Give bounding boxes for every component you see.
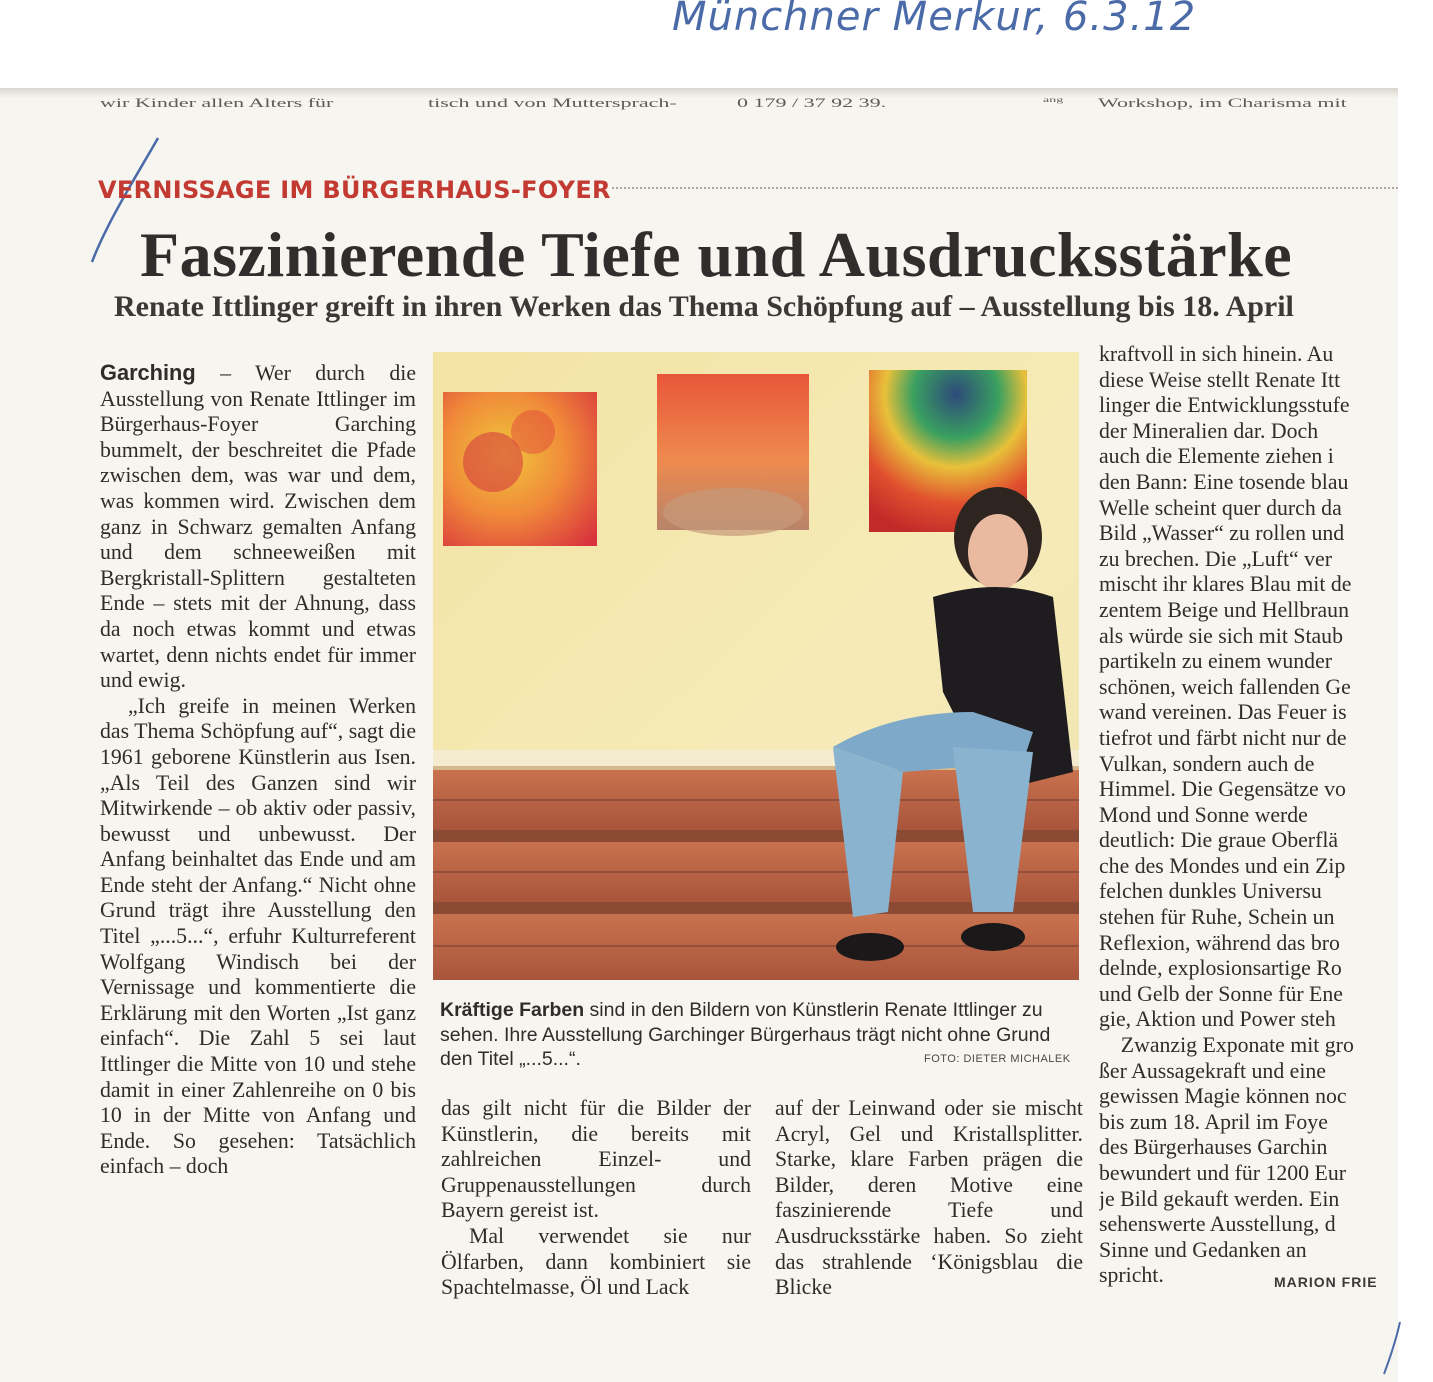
column-line: der Mineralien dar. Doch <box>1099 418 1319 443</box>
article-kicker: VERNISSAGE IM BÜRGERHAUS-FOYER <box>98 176 611 204</box>
column-line: Vulkan, sondern auch de <box>1099 751 1315 776</box>
column-line: Himmel. Die Gegensätze vo <box>1099 777 1346 802</box>
kicker-dotted-rule <box>612 187 1398 189</box>
article-headline: Faszinierende Tiefe und Ausdrucksstärke <box>140 219 1293 290</box>
pen-stroke-mark-bottom <box>1376 1318 1406 1378</box>
column-line: bis zum 18. April im Foye <box>1099 1109 1328 1134</box>
column-line: je Bild gekauft werden. Ein <box>1099 1186 1340 1211</box>
column-line: linger die Entwicklungsstufe <box>1099 393 1350 418</box>
paragraph: auf der Leinwand oder sie mischt Acryl, Gel und Kristallsplitter. Starke, klare Farben prägen die Bilder, deren Motive eine faszinierende Tiefe und Ausdrucksstärke haben. So zieht das strahlende ‘Königsblau die Blicke <box>775 1096 1083 1300</box>
article-column-3 <box>775 1096 1083 1301</box>
cut-line-phone: 0 179 / 37 92 39. <box>737 96 887 110</box>
column-line: des Bürgerhauses Garchin <box>1099 1135 1328 1160</box>
column-line: Reflexion, während das bro <box>1099 930 1340 955</box>
handwritten-source-note: Münchner Merkur, 6.3.12 <box>672 0 1197 40</box>
caption-text: sind in den Bildern von Künstlerin Renate Ittlinger zu sehen. Ihre Ausstellung Garchinger Bürgerhaus trägt nicht ohne Grund den Titel „...5...“. <box>440 999 1051 1070</box>
column-line: wand vereinen. Das Feuer is <box>1099 700 1347 725</box>
photo-credit: FOTO: DIETER MICHALEK <box>924 1053 1071 1065</box>
column-line: mischt ihr klares Blau mit de <box>1099 572 1352 597</box>
column-line: partikeln zu einem wunder <box>1099 649 1333 674</box>
column-line: zu brechen. Die „Luft“ ver <box>1099 546 1332 571</box>
column-line: spricht. <box>1099 1263 1164 1288</box>
column-line: kraftvoll in sich hinein. Au <box>1099 342 1334 366</box>
article-column-1 <box>100 360 416 1180</box>
article-column-4 <box>1099 342 1398 1302</box>
paragraph: „Ich greife in meinen Werken das Thema Schöpfung auf“, sagt die 1961 geborene Künstlerin aus Isen. „Als Teil des Ganzen sind wir Mitwirkende – ob aktiv oder passiv, bewusst und unbewusst. Der Anfang beinhaltet das Ende und am Ende steht der Anfang.“ Nicht ohne Grund trägt ihre Ausstellung den Titel „...5...“, erfuhr Kulturreferent Wolfgang Windisch bei der Vernissage und kommentierte die Erklärung mit den Worten „Ist ganz einfach“. Die Zahl 5 sei laut Ittlinger die Mitte von 10 und stehe damit in einer Zahlenreihe on 0 bis 10 in der Mitte von Anfang und Ende. So gesehen: Tatsächlich einfach – doch <box>100 693 416 1179</box>
column-line: gie, Aktion und Power steh <box>1099 1007 1336 1032</box>
column-line: Welle scheint quer durch da <box>1099 495 1342 520</box>
column-line: ßer Aussagekraft und eine <box>1099 1058 1326 1083</box>
column-line: Sinne und Gedanken an <box>1099 1237 1307 1262</box>
column-line: che des Mondes und ein Zip <box>1099 853 1346 878</box>
column-line: felchen dunkles Universu <box>1099 879 1322 904</box>
column-line: Bild „Wasser“ zu rollen und <box>1099 521 1345 546</box>
column-line: Mond und Sonne werde <box>1099 802 1308 827</box>
column-line: auch die Elemente ziehen i <box>1099 444 1334 469</box>
column-line: deutlich: Die graue Oberflä <box>1099 828 1339 853</box>
article-column-2 <box>441 1096 751 1301</box>
cut-line-right: Workshop, im Charisma mit <box>1098 96 1347 110</box>
author-byline: MARION FRIE <box>1274 1274 1378 1290</box>
article-subhead: Renate Ittlinger greift in ihren Werken das Thema Schöpfung auf – Ausstellung bis 18. April <box>114 290 1294 323</box>
paragraph: Mal verwendet sie nur Ölfarben, dann kombiniert sie Spachtelmasse, Öl und Lack <box>441 1223 751 1300</box>
column-line: bewundert und für 1200 Eur <box>1099 1161 1346 1185</box>
column-line: als würde sie sich mit Staub <box>1099 623 1343 648</box>
column-line: delnde, explosionsartige Ro <box>1099 956 1342 981</box>
caption-lead: Kräftige Farben <box>440 999 585 1021</box>
dateline: Garching <box>100 360 196 385</box>
photo-artist-with-paintings <box>433 352 1079 980</box>
column-line: diese Weise stellt Renate Itt <box>1099 367 1341 392</box>
column-line: tiefrot und färbt nicht nur de <box>1099 725 1347 750</box>
cut-line-right-small: ang <box>1043 96 1064 105</box>
article-photo <box>433 352 1079 980</box>
paragraph: das gilt nicht für die Bilder der Künstlerin, die bereits mit zahlreichen Einzel- und Gruppenausstellungen durch Bayern gereist ist. <box>441 1096 751 1223</box>
paragraph: – Wer durch die Ausstellung von Renate Ittlinger im Bürgerhaus-Foyer Garching bummelt, der beschreitet die Pfade zwischen dem, was war und dem, was kommen wird. Zwischen dem ganz in Schwarz gemalten Anfang und dem schneeweißen mit Bergkristall-Splittern gestalteten Ende – stets mit der Ahnung, dass da noch etwas kommt und etwas wartet, denn nichts endet für immer und ewig. <box>100 361 416 693</box>
column-line: gewissen Magie können noc <box>1099 1084 1347 1109</box>
column-line: stehen für Ruhe, Schein un <box>1099 905 1335 930</box>
column-line: und Gelb der Sonne für Ene <box>1099 981 1343 1006</box>
column-line: sehenswerte Ausstellung, d <box>1099 1212 1336 1237</box>
cut-line-middle: tisch und von Muttersprach- <box>428 96 677 110</box>
column-line: schönen, weich fallenden Ge <box>1099 674 1351 699</box>
column-line: zentem Beige und Hellbraun <box>1099 597 1349 622</box>
cut-line-left: wir Kinder allen Alters für <box>100 96 334 110</box>
column-line: den Bann: Eine tosende blau <box>1099 469 1349 494</box>
column-line: Zwanzig Exponate mit gro <box>1099 1033 1354 1058</box>
